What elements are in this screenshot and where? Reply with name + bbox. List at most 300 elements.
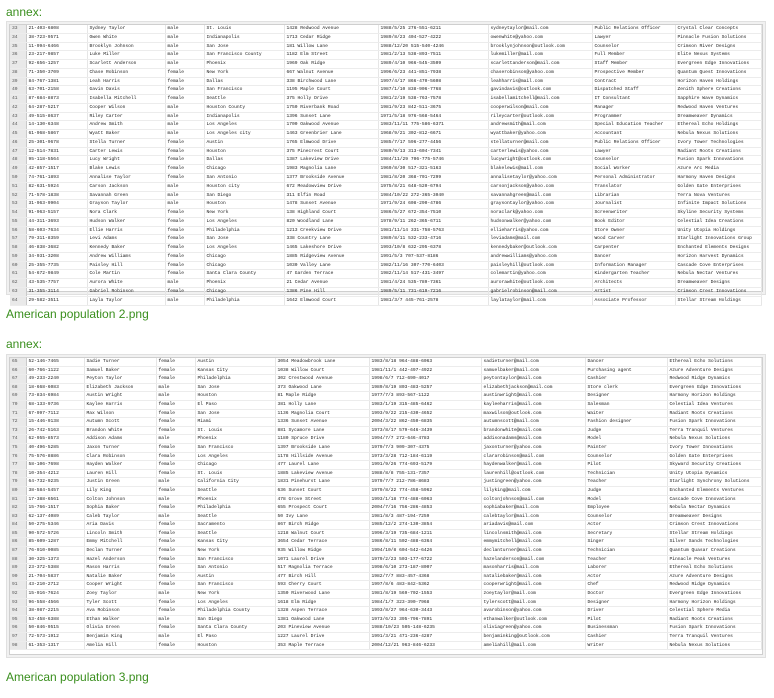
phone-cell: 54-672-9849 — [26, 270, 87, 279]
birthdate-phone-cell: 1993/8/27 964-630-3443 — [369, 607, 481, 616]
address-cell: 1387 Lakeview Drive — [284, 156, 378, 165]
row-number: 45 — [10, 130, 26, 139]
city-cell: Los Angeles — [195, 452, 275, 461]
gender-cell: male — [156, 383, 195, 392]
address-cell: 1983 Magnolia Lane — [284, 165, 378, 174]
row-number: 77 — [10, 461, 26, 470]
address-cell: 1885 Ridgeview Avenue — [284, 252, 378, 261]
birthdate-phone-cell: 1983/8/18 964-488-6063 — [369, 358, 481, 366]
row-number: 34 — [10, 33, 26, 42]
email-cell: justingreen@yahoo.com — [481, 478, 585, 487]
job-cell: Special Education Teacher — [592, 121, 675, 130]
email-cell: haydenwalker@mail.com — [481, 461, 585, 470]
email-cell: masonharris@mail.com — [481, 564, 585, 573]
row-number: 95 — [10, 615, 26, 624]
row-number: 52 — [10, 191, 26, 200]
gender-cell: male — [165, 279, 204, 288]
email-cell: chaserobinson@yahoo.com — [488, 68, 592, 77]
table-row — [10, 68, 762, 77]
company-cell: Unity Utopia Holdings — [675, 226, 762, 235]
address-cell: 181 Willow Lane — [284, 42, 378, 51]
name-cell: Cole Martin — [87, 270, 165, 279]
phone-cell: 15-766-1517 — [26, 504, 84, 513]
table-row — [10, 426, 762, 435]
table-row — [10, 279, 762, 288]
address-cell: 1136 Magnolia Court — [275, 409, 369, 418]
table-row — [10, 452, 762, 461]
gender-cell: female — [165, 209, 204, 218]
city-cell: New York — [195, 590, 275, 599]
email-cell: samuelbaker@mail.com — [481, 366, 585, 375]
gender-cell: female — [156, 426, 195, 435]
gender-cell: female — [156, 529, 195, 538]
job-cell: Carpenter — [592, 244, 675, 253]
company-cell: Radiant Roots Creations — [667, 615, 762, 624]
address-cell: 1030 Valley Lane — [284, 261, 378, 270]
phone-cell: 74-761-1893 — [26, 174, 87, 183]
job-cell: Social Worker — [592, 165, 675, 174]
email-cell: stellaturner@mail.com — [488, 138, 592, 147]
city-cell: Seattle — [195, 512, 275, 521]
company-cell: Crimson Crest Innovations — [675, 287, 762, 296]
birthdate-phone-cell: 1981/2/13 538-893-7511 — [378, 51, 488, 60]
table-row — [10, 296, 762, 305]
birthdate-phone-cell: 1986/8/11 502-488-6364 — [369, 538, 481, 547]
email-cell: benjaminking@outlook.com — [481, 633, 585, 642]
phone-cell: 82-631-5924 — [26, 182, 87, 191]
address-cell: 1227 Laurel Drive — [275, 633, 369, 642]
birthdate-phone-cell: 1981/11/14 331-758-5763 — [378, 226, 488, 235]
birthdate-phone-cell: 1981/4/24 535-789-7361 — [378, 279, 488, 288]
job-cell: Employee — [585, 504, 667, 513]
name-cell: Gavin Davis — [87, 86, 165, 95]
row-number: 43 — [10, 112, 26, 121]
annex-label-1: annex: — [6, 5, 43, 19]
city-cell: St. Louis — [204, 25, 284, 33]
gender-cell: female — [156, 641, 195, 650]
job-cell: Writer — [585, 641, 667, 650]
name-cell: Addison Adams — [84, 435, 156, 444]
job-cell: Architects — [592, 279, 675, 288]
gender-cell: female — [156, 443, 195, 452]
name-cell: Grayson Taylor — [87, 200, 165, 209]
table-row — [10, 217, 762, 226]
table-row — [10, 607, 762, 616]
gender-cell: female — [156, 504, 195, 513]
address-cell: 477 Laurel Lane — [275, 461, 369, 470]
table-row — [10, 478, 762, 487]
table-row — [10, 392, 762, 401]
email-cell: addisonadams@mail.com — [481, 435, 585, 444]
company-cell: Fusion Spark Innovations — [667, 624, 762, 633]
phone-cell: 49-515-8637 — [26, 112, 87, 121]
birthdate-phone-cell: 1979/8/22 774-458-5962 — [369, 486, 481, 495]
address-cell: 667 Walnut Avenue — [284, 68, 378, 77]
name-cell: Peyton Taylor — [84, 375, 156, 384]
company-cell: Dreamweaver Designs — [667, 512, 762, 521]
job-cell: Judge — [585, 426, 667, 435]
birthdate-phone-cell: 1989/8/23 404-527-4222 — [378, 33, 488, 42]
phone-cell: 43-210-2712 — [26, 581, 84, 590]
row-number: 67 — [10, 375, 26, 384]
address-cell: 867 Birch Ridge — [275, 521, 369, 530]
address-cell: 3054 Meadowbrook Lane — [275, 358, 369, 366]
company-cell: Quantum Quest Innovations — [675, 68, 762, 77]
name-cell: Emmy Mitchell — [84, 538, 156, 547]
table-row — [10, 103, 762, 112]
address-cell: 47 Garden Terrace — [284, 270, 378, 279]
email-cell: leviadams@mail.com — [488, 235, 592, 244]
row-number: 69 — [10, 392, 26, 401]
name-cell: Riley Carter — [87, 112, 165, 121]
name-cell: Sophia Baker — [84, 504, 156, 513]
phone-cell: 85-609-1287 — [26, 538, 84, 547]
company-cell: Infinite Impact Solutions — [675, 200, 762, 209]
address-cell: 1178 Hillside Avenue — [275, 452, 369, 461]
job-cell: Pilot — [585, 461, 667, 470]
job-cell: Model — [585, 435, 667, 444]
name-cell: Lincoln Smith — [84, 529, 156, 538]
table-row — [10, 235, 762, 244]
address-cell: 353 Maple Terrace — [275, 641, 369, 650]
city-cell: El Paso — [195, 400, 275, 409]
company-cell: Quantum Quasar Creations — [667, 547, 762, 556]
address-cell: 1182 Elm Street — [284, 51, 378, 60]
gender-cell: male — [165, 121, 204, 130]
company-cell: Ethereal Echo Holdings — [675, 121, 762, 130]
job-cell: Actor — [585, 521, 667, 530]
job-cell: Prospective Member — [592, 68, 675, 77]
gender-cell: female — [165, 138, 204, 147]
job-cell: Technician — [585, 469, 667, 478]
email-cell: cooperwright@mail.com — [481, 581, 585, 590]
gender-cell: male — [156, 392, 195, 401]
city-cell: Seattle — [195, 529, 275, 538]
name-cell: Benjamin King — [84, 633, 156, 642]
address-cell: 636 Sunset Court — [275, 486, 369, 495]
image-caption-2[interactable]: American population 3.png — [6, 670, 149, 684]
row-number: 59 — [10, 252, 26, 261]
email-cell: brooklynjohnson@outlook.com — [488, 42, 592, 51]
row-number: 72 — [10, 418, 26, 427]
company-cell: Cascade Cove Innovations — [667, 495, 762, 504]
company-cell: Skyward Security Creations — [667, 461, 762, 470]
company-cell: Azure Arc Media — [675, 165, 762, 174]
name-cell: Brooklyn Johnson — [87, 42, 165, 51]
gender-cell: female — [165, 261, 204, 270]
table-row — [10, 200, 762, 209]
gender-cell: female — [165, 270, 204, 279]
gender-cell: female — [165, 86, 204, 95]
job-cell: Actor — [585, 572, 667, 581]
gender-cell: female — [165, 217, 204, 226]
phone-cell: 49-233-2240 — [26, 375, 84, 384]
table-row — [10, 112, 762, 121]
phone-cell: 18-668-6083 — [26, 383, 84, 392]
job-cell: Counselor — [592, 42, 675, 51]
name-cell: Colton Johnson — [84, 495, 156, 504]
birthdate-phone-cell: 1988/10/23 505-148-6235 — [369, 624, 481, 633]
gender-cell: female — [156, 572, 195, 581]
name-cell: Justin Green — [84, 478, 156, 487]
job-cell: Waiter — [585, 409, 667, 418]
address-cell: 1328 Aspen Terrace — [275, 607, 369, 616]
phone-cell: 21-704-5837 — [26, 572, 84, 581]
city-cell: Philadelphia — [195, 375, 275, 384]
email-cell: calebtaylor@mail.com — [481, 512, 585, 521]
address-cell: 338 Birchwood Lane — [284, 77, 378, 86]
row-number: 89 — [10, 564, 26, 573]
gender-cell: female — [156, 366, 195, 375]
row-number: 85 — [10, 529, 26, 538]
birthdate-phone-cell: 1980/9/13 313-604-7341 — [378, 147, 488, 156]
birthdate-phone-cell: 1981/8/20 368-701-7299 — [378, 174, 488, 183]
name-cell: Max Wilson — [84, 409, 156, 418]
company-cell: Nebula Nectar Ventures — [675, 270, 762, 279]
row-number: 35 — [10, 42, 26, 51]
name-cell: Andrew Williams — [87, 252, 165, 261]
table-row — [10, 147, 762, 156]
email-cell: wyattbaker@yahoo.com — [488, 130, 592, 139]
company-cell: Enchanted Elements Ventures — [667, 486, 762, 495]
birthdate-phone-cell: 1981/11/1 442-497-4922 — [369, 366, 481, 375]
birthdate-phone-cell: 1993/10/8 632-295-6378 — [378, 244, 488, 253]
city-cell: Chicago — [204, 287, 284, 296]
table-row — [10, 130, 762, 139]
address-cell: 1713 Cedar Ridge — [284, 33, 378, 42]
city-cell: San Francisco County — [204, 51, 284, 60]
table-row — [10, 461, 762, 470]
phone-cell: 15-446-9138 — [26, 418, 84, 427]
city-cell: Houston — [195, 392, 275, 401]
gender-cell: female — [156, 538, 195, 547]
company-cell: Radiant Roots Creations — [667, 409, 762, 418]
job-cell: Wood Carver — [592, 235, 675, 244]
name-cell: Leah Harris — [87, 77, 165, 86]
company-cell: Harmony Haven Designs — [675, 174, 762, 183]
city-cell: Houston — [195, 641, 275, 650]
row-number: 78 — [10, 469, 26, 478]
row-number: 97 — [10, 633, 26, 642]
job-cell: IT Consultant — [592, 95, 675, 104]
name-cell: Lauren Hill — [84, 469, 156, 478]
phone-cell: 62-955-8573 — [26, 435, 84, 444]
city-cell: San Jose — [204, 235, 284, 244]
row-number: 64 — [10, 296, 26, 305]
address-cell: 21 Cedar Avenue — [284, 279, 378, 288]
city-cell: Kansas City — [195, 366, 275, 375]
email-cell: leahharris@mail.com — [488, 77, 592, 86]
birthdate-phone-cell: 2004/12/21 963-846-6233 — [369, 641, 481, 650]
city-cell: Los Angeles — [204, 244, 284, 253]
gender-cell: female — [156, 409, 195, 418]
name-cell: Chase Robinson — [87, 68, 165, 77]
company-cell: Evergreen Edge Innovations — [675, 60, 762, 69]
birthdate-phone-cell: 1996/6/23 441-851-7938 — [378, 68, 488, 77]
company-cell: Nebula Nexus Solutions — [667, 435, 762, 444]
email-cell: lincolnsmith@mail.com — [481, 529, 585, 538]
gender-cell: female — [156, 400, 195, 409]
company-cell: Unity Utopia Dynamics — [667, 469, 762, 478]
phone-cell: 90-572-5726 — [26, 529, 84, 538]
name-cell: Hayden Walker — [84, 461, 156, 470]
table-row — [10, 60, 762, 69]
phone-cell: 26-742-5163 — [26, 426, 84, 435]
address-cell: 1386 Pine Hill — [284, 287, 378, 296]
email-cell: annalisetaylor@yahoo.com — [488, 174, 592, 183]
job-cell: Judge — [585, 486, 667, 495]
table-row — [10, 138, 762, 147]
table-row — [10, 443, 762, 452]
row-number: 58 — [10, 244, 26, 253]
phone-cell: 44-311-3693 — [26, 217, 87, 226]
email-cell: blakelewis@mail.com — [488, 165, 592, 174]
birthdate-phone-cell: 1988/5/25 276-551-6211 — [378, 25, 488, 33]
birthdate-phone-cell: 1996/3/19 735-684-1211 — [369, 529, 481, 538]
job-cell: Pilot — [585, 615, 667, 624]
email-cell: clararobinson@mail.com — [481, 452, 585, 461]
city-cell: Austin — [204, 138, 284, 147]
address-cell: 311 Elfin Road — [284, 191, 378, 200]
table-row — [10, 33, 762, 42]
job-cell: Dancer — [585, 358, 667, 366]
job-cell: Dispatched Staff — [592, 86, 675, 95]
row-number: 63 — [10, 287, 26, 296]
table-row — [10, 25, 762, 33]
gender-cell: male — [156, 615, 195, 624]
birthdate-phone-cell: 1973/6/23 395-796-7891 — [369, 615, 481, 624]
company-cell: Terra Nova Ventures — [675, 191, 762, 200]
email-cell: austinwright@mail.com — [481, 392, 585, 401]
table-row — [10, 435, 762, 444]
name-cell: Carter Lewis — [87, 147, 165, 156]
birthdate-phone-cell: 2004/7/16 756-286-4853 — [369, 504, 481, 513]
city-cell: St. Louis — [195, 469, 275, 478]
city-cell: Chicago — [204, 165, 284, 174]
company-cell: Starlight Innovations Group — [675, 235, 762, 244]
name-cell: Brandon White — [84, 426, 156, 435]
table-row — [10, 469, 762, 478]
company-cell: Harmony Horizon Holdings — [667, 392, 762, 401]
row-number: 37 — [10, 60, 26, 69]
phone-cell: 10-354-4212 — [26, 469, 84, 478]
email-cell: noraclark@yahoo.com — [488, 209, 592, 218]
table-row — [10, 366, 762, 375]
name-cell: Carson Jackson — [87, 182, 165, 191]
name-cell: Amelia Hill — [84, 641, 156, 650]
name-cell: Tyler Scott — [84, 598, 156, 607]
address-cell: 1381 Oakwood Lane — [275, 615, 369, 624]
name-cell: Natalie Baker — [84, 572, 156, 581]
city-cell: Los Angeles city — [204, 130, 284, 139]
row-number: 87 — [10, 547, 26, 556]
gender-cell: male — [156, 495, 195, 504]
company-cell: Starlight Synchrony Solutions — [667, 478, 762, 487]
row-number: 33 — [10, 25, 26, 33]
table-row — [10, 633, 762, 642]
job-cell: Contract — [592, 77, 675, 86]
address-cell: 3654 Cedar Terrace — [275, 538, 369, 547]
row-number: 39 — [10, 77, 26, 86]
gender-cell: male — [156, 478, 195, 487]
job-cell: Programmer — [592, 112, 675, 121]
row-number: 51 — [10, 182, 26, 191]
table-row — [10, 375, 762, 384]
company-cell: Silver Sands Technologies — [667, 538, 762, 547]
gender-cell: female — [165, 77, 204, 86]
phone-cell: 34-931-3208 — [26, 252, 87, 261]
company-cell: Stellar Stream Holdings — [667, 529, 762, 538]
city-cell: Seattle — [195, 486, 275, 495]
gender-cell: female — [156, 469, 195, 478]
company-cell: Fusion Spark Innovations — [667, 418, 762, 427]
image-caption-1[interactable]: American population 2.png — [6, 307, 149, 321]
job-cell: Technician — [585, 547, 667, 556]
table-row — [10, 529, 762, 538]
row-number: 60 — [10, 261, 26, 270]
city-cell: Indianapolis — [204, 112, 284, 121]
row-number: 74 — [10, 435, 26, 444]
phone-cell: 38-987-2215 — [26, 607, 84, 616]
city-cell: El Paso — [195, 633, 275, 642]
birthdate-phone-cell: 1984/11/29 706-775-5746 — [378, 156, 488, 165]
name-cell: Declan Turner — [84, 547, 156, 556]
city-cell: New York — [195, 547, 275, 556]
job-cell: Businessman — [585, 624, 667, 633]
phone-cell: 64-732-9235 — [26, 478, 84, 487]
name-cell: Levi Adams — [87, 235, 165, 244]
gender-cell: female — [156, 418, 195, 427]
job-cell: Teacher — [585, 555, 667, 564]
job-cell: Designer — [585, 598, 667, 607]
phone-cell: 53-458-6388 — [26, 615, 84, 624]
name-cell: Ethan Walker — [84, 615, 156, 624]
job-cell: Counselor — [592, 156, 675, 165]
address-cell: 1465 Lakeshore Drive — [284, 244, 378, 253]
birthdate-phone-cell: 1973/8/17 579-646-3439 — [369, 426, 481, 435]
company-cell: Ethereal Echo Solutions — [667, 358, 762, 366]
name-cell: Luke Miller — [87, 51, 165, 60]
email-cell: nataliebaker@mail.com — [481, 572, 585, 581]
job-cell: Cashier — [585, 633, 667, 642]
gender-cell: female — [156, 452, 195, 461]
address-cell: 1463 Greenbrier Lane — [284, 130, 378, 139]
name-cell: Paisley Hill — [87, 261, 165, 270]
phone-cell: 61-353-1317 — [26, 641, 84, 650]
company-cell: Dreamweaver Designs — [675, 279, 762, 288]
job-cell: Doctor — [585, 590, 667, 599]
table-row — [10, 418, 762, 427]
table-row — [10, 42, 762, 51]
birthdate-phone-cell: 1975/8/21 648-520-6794 — [378, 182, 488, 191]
email-cell: paisleyhill@outlook.com — [488, 261, 592, 270]
city-cell: Philadelphia — [204, 296, 284, 305]
phone-cell: 38-584-5457 — [26, 486, 84, 495]
row-number: 75 — [10, 443, 26, 452]
name-cell: Mason Harris — [84, 564, 156, 573]
company-cell: Dreamweaver Dynamics — [675, 112, 762, 121]
email-cell: tylerscott@mail.com — [481, 598, 585, 607]
email-cell: emmymitchell@mail.com — [481, 538, 585, 547]
gender-cell: female — [156, 624, 195, 633]
email-cell: brandonwhite@mail.com — [481, 426, 585, 435]
company-cell: Zenith Sphere Creations — [675, 86, 762, 95]
birthdate-phone-cell: 1993/9/22 215-430-4652 — [369, 409, 481, 418]
job-cell: Information Manager — [592, 261, 675, 270]
address-cell: 1218 Walnut Court — [275, 529, 369, 538]
birthdate-phone-cell: 1984/10/22 272-365-3040 — [378, 191, 488, 200]
name-cell: Lily King — [84, 486, 156, 495]
